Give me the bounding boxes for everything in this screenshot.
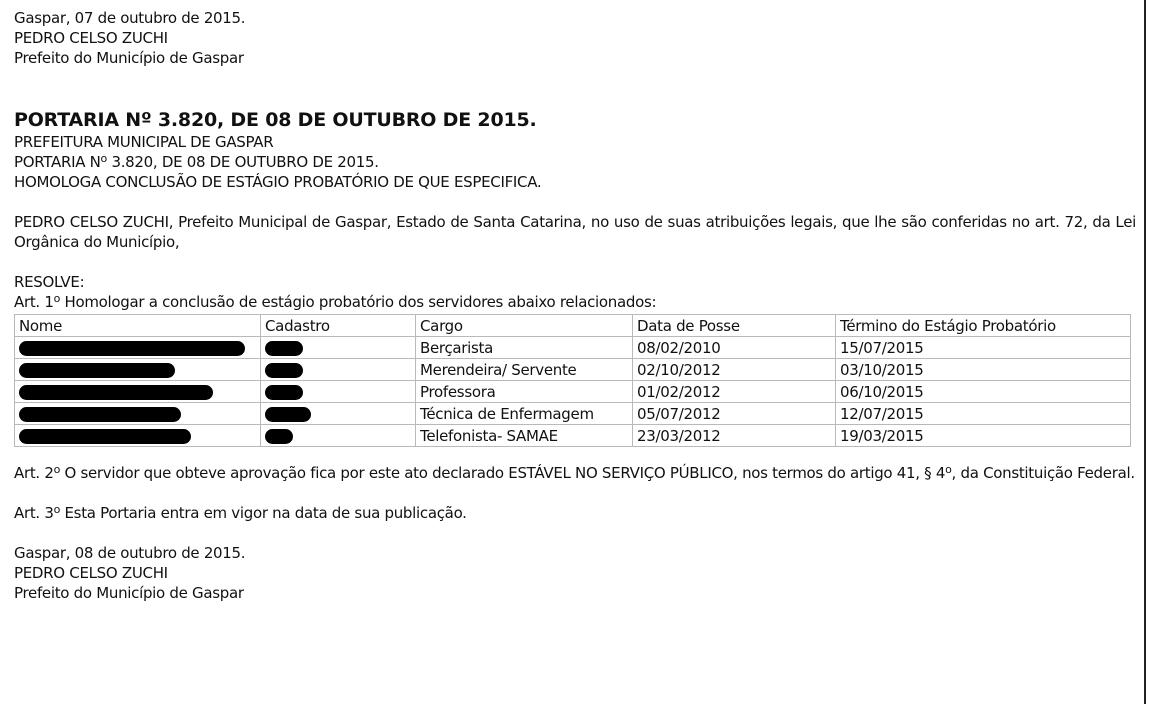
- article-2-sup: o: [53, 463, 61, 476]
- nome-cell: [15, 381, 261, 403]
- termino-cell: 15/07/2015: [836, 337, 1131, 359]
- article-1-sup: o: [53, 292, 61, 305]
- article-3-sup: o: [53, 503, 61, 516]
- cadastro-cell: [261, 425, 416, 447]
- article-2: [14, 463, 1136, 483]
- nome-cell: [15, 359, 261, 381]
- cargo-cell: Professora: [416, 381, 633, 403]
- header-place-date: Gaspar, 07 de outubro de 2015.: [14, 9, 246, 27]
- nome-cell: [15, 403, 261, 425]
- resolve-label: RESOLVE:: [14, 273, 85, 291]
- cadastro-cell: [261, 381, 416, 403]
- article-2-text-a: O servidor que obteve aprovação fica por este ato declarado ESTÁVEL NO SERVIÇO PÚBLICO, nos termos do artigo 41, § 4: [60, 464, 946, 482]
- redaction-mark: [19, 341, 245, 356]
- document-content: [14, 8, 1136, 603]
- table-row: [15, 381, 1131, 403]
- posse-cell: 05/07/2012: [633, 403, 836, 425]
- cargo-cell: Merendeira/ Servente: [416, 359, 633, 381]
- header-nome: Nome: [15, 315, 261, 337]
- cadastro-cell: [261, 359, 416, 381]
- cadastro-cell: [261, 337, 416, 359]
- redaction-mark: [19, 363, 175, 378]
- table-row: [15, 425, 1131, 447]
- portaria-subtitle-sup: o: [100, 152, 107, 165]
- redaction-mark: [19, 407, 181, 422]
- header-signer-name: PEDRO CELSO ZUCHI: [14, 29, 168, 47]
- footer-place-date: Gaspar, 08 de outubro de 2015.: [14, 544, 246, 562]
- header-signer-title: Prefeito do Município de Gaspar: [14, 49, 244, 67]
- redaction-mark: [265, 363, 303, 378]
- article-3: [14, 503, 1136, 523]
- cargo-cell: Técnica de Enfermagem: [416, 403, 633, 425]
- article-1-prefix: Art. 1: [14, 293, 54, 311]
- termino-cell: 03/10/2015: [836, 359, 1131, 381]
- table-header-row: [15, 315, 1131, 337]
- footer-signer-title: Prefeito do Município de Gaspar: [14, 584, 244, 602]
- table-row: [15, 359, 1131, 381]
- article-3-text: Esta Portaria entra em vigor na data de sua publicação.: [60, 504, 467, 522]
- portaria-summary: HOMOLOGA CONCLUSÃO DE ESTÁGIO PROBATÓRIO DE QUE ESPECIFICA.: [14, 173, 542, 191]
- posse-cell: 23/03/2012: [633, 425, 836, 447]
- table-row: [15, 337, 1131, 359]
- article-2-sup-2: o: [945, 463, 952, 476]
- portaria-subtitle-rest: 3.820, DE 08 DE OUTUBRO DE 2015.: [106, 153, 379, 171]
- footer-signer-name: PEDRO CELSO ZUCHI: [14, 564, 168, 582]
- article-1: [14, 292, 1136, 312]
- redaction-mark: [265, 407, 311, 422]
- cargo-cell: Telefonista- SAMAE: [416, 425, 633, 447]
- posse-cell: 01/02/2012: [633, 381, 836, 403]
- redaction-mark: [265, 385, 303, 400]
- termino-cell: 06/10/2015: [836, 381, 1131, 403]
- article-2-prefix: Art. 2: [14, 464, 54, 482]
- nome-cell: [15, 337, 261, 359]
- redaction-mark: [265, 429, 293, 444]
- posse-cell: 08/02/2010: [633, 337, 836, 359]
- portaria-preamble: PEDRO CELSO ZUCHI, Prefeito Municipal de Gaspar, Estado de Santa Catarina, no uso de suas atribuições legais, que lhe são conferidas no art. 72, da Lei Orgânica do Município,: [14, 213, 1136, 251]
- termino-cell: 12/07/2015: [836, 403, 1131, 425]
- header-data-posse: Data de Posse: [633, 315, 836, 337]
- header-cadastro: Cadastro: [261, 315, 416, 337]
- redaction-mark: [265, 341, 303, 356]
- termino-cell: 19/03/2015: [836, 425, 1131, 447]
- portaria-subtitle: [14, 152, 1136, 172]
- table-row: [15, 403, 1131, 425]
- posse-cell: 02/10/2012: [633, 359, 836, 381]
- servidores-table: [14, 314, 1131, 447]
- cargo-cell: Berçarista: [416, 337, 633, 359]
- portaria-issuer: PREFEITURA MUNICIPAL DE GASPAR: [14, 133, 274, 151]
- redaction-mark: [19, 385, 213, 400]
- article-1-text: Homologar a conclusão de estágio probatório dos servidores abaixo relacionados:: [60, 293, 657, 311]
- nome-cell: [15, 425, 261, 447]
- portaria-title: PORTARIA Nº 3.820, DE 08 DE OUTUBRO DE 2015.: [14, 109, 537, 131]
- cadastro-cell: [261, 403, 416, 425]
- article-3-prefix: Art. 3: [14, 504, 54, 522]
- header-cargo: Cargo: [416, 315, 633, 337]
- article-2-text-b: , da Constituição Federal.: [951, 464, 1135, 482]
- redaction-mark: [19, 429, 191, 444]
- portaria-subtitle-prefix: PORTARIA N: [14, 153, 101, 171]
- header-termino: Término do Estágio Probatório: [836, 315, 1131, 337]
